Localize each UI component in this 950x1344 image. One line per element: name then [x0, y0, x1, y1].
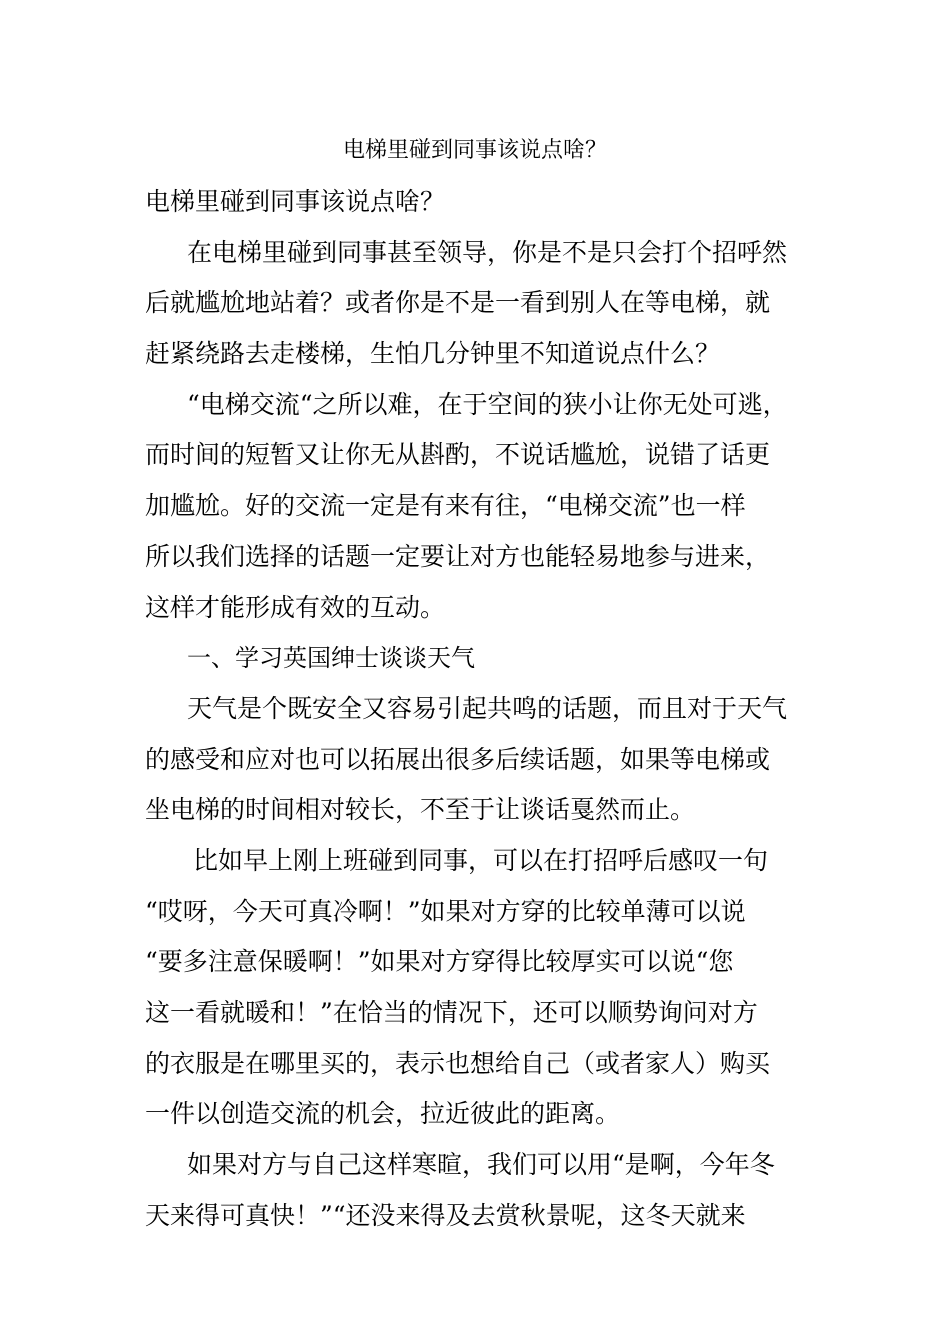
paragraph-line: “哎呀，今天可真冷啊！”如果对方穿的比较单薄可以说 — [145, 896, 746, 926]
paragraph-line: 这一看就暖和！”在恰当的情况下，还可以顺势询问对方 — [145, 998, 758, 1027]
paragraph-line: 天来得可真快！”“还没来得及去赏秋景呢，这冬天就来 — [145, 1200, 746, 1230]
paragraph-line: 的感受和应对也可以拓展出很多后续话题，如果等电梯或 — [145, 744, 771, 774]
paragraph-line: 的衣服是在哪里买的，表示也想给自己（或者家人）购买 — [145, 1048, 771, 1078]
paragraph-line: 这样才能形成有效的互动。 — [145, 592, 446, 622]
section-heading: 一、学习英国绅士谈谈天气 — [187, 644, 475, 673]
document-body — [145, 177, 817, 1241]
paragraph-line: 比如早上刚上班碰到同事，可以在打招呼后感叹一句 — [193, 845, 769, 875]
paragraph-line: 坐电梯的时间相对较长，不至于让谈话戛然而止。 — [145, 795, 696, 825]
subtitle-line: 电梯里碰到同事该说点啥？ — [145, 187, 446, 216]
paragraph-line: 天气是个既安全又容易引起共鸣的话题，而且对于天气 — [187, 693, 788, 723]
page-title: 电梯里碰到同事该说点啥？ — [342, 138, 607, 163]
paragraph-line: 一件以创造交流的机会，拉近彼此的距离。 — [145, 1099, 621, 1129]
paragraph-line: 赶紧绕路去走楼梯，生怕几分钟里不知道说点什么？ — [145, 339, 721, 369]
paragraph-line: 加尴尬。好的交流一定是有来有往，“电梯交流”也一样 — [145, 491, 746, 521]
paragraph-line: 如果对方与自己这样寒暄，我们可以用“是啊，今年冬 — [187, 1150, 775, 1180]
paragraph-line: 而时间的短暂又让你无从斟酌，不说话尴尬，说错了话更 — [145, 440, 771, 470]
paragraph-line: 后就尴尬地站着？或者你是不是一看到别人在等电梯，就 — [145, 288, 771, 318]
paragraph-line: “电梯交流“之所以难，在于空间的狭小让你无处可逃， — [187, 389, 788, 419]
paragraph-line: 所以我们选择的话题一定要让对方也能轻易地参与进来， — [145, 541, 771, 571]
paragraph-line: “要多注意保暖啊！”如果对方穿得比较厚实可以说“您 — [145, 947, 734, 977]
paragraph-line: 在电梯里碰到同事甚至领导，你是不是只会打个招呼然 — [187, 237, 788, 267]
